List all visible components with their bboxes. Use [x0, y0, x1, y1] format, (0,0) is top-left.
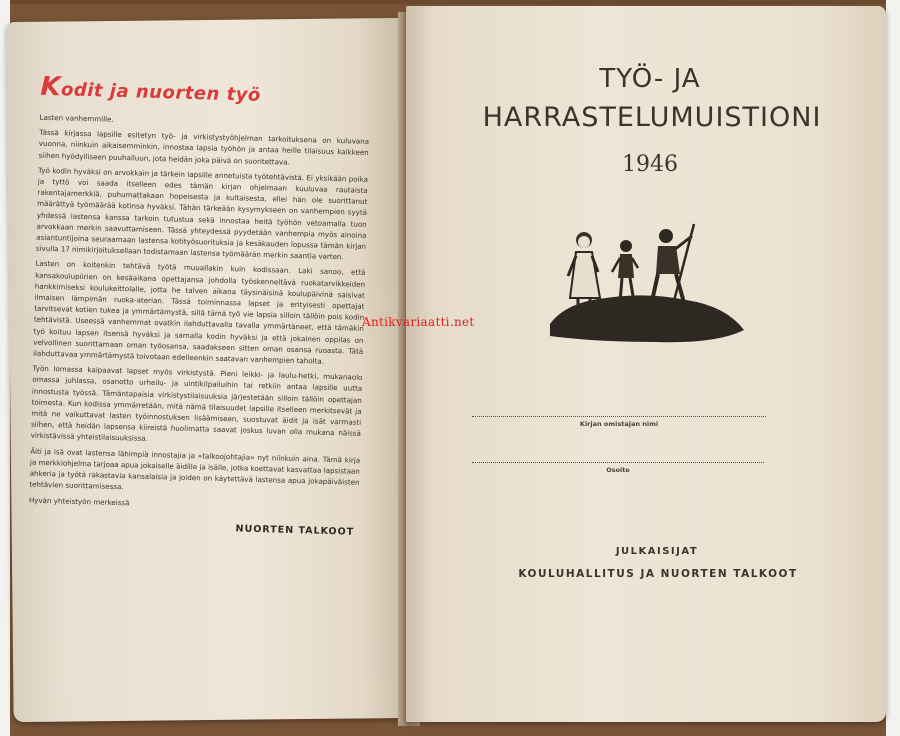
paragraph: Lasten vanhemmille.: [39, 112, 114, 124]
paragraph: Tässä kirjassa lapsille esitetyn työ- ja virkistystyöhjelman tarkoituksena on kuluvana vuonna, niinkuin aikaisemminkin, innostaa lapsia työhön ja antaa heille tilaisuus kaikkeen siihen hyödylliseen puuhailuun, jota heidän joka päivä on suoritettava.: [38, 127, 370, 167]
paragraph: Hyvän yhteistyön merkeissä: [28, 495, 130, 507]
left-page-title: [40, 72, 371, 111]
year: 1946: [622, 152, 678, 177]
address-field: [472, 462, 764, 474]
owner-name-label: Kirjan omistajan nimi: [579, 420, 659, 428]
owner-name-field: [472, 416, 766, 428]
left-page-text: [28, 72, 371, 538]
signature: NUORTEN TALKOOT: [235, 523, 355, 538]
address-label: Osoite: [606, 466, 630, 474]
right-page: [406, 6, 886, 722]
open-booklet: [10, 6, 886, 732]
watermark: Antikvariaatti.net: [362, 315, 475, 329]
paragraph: Työn lomassa kaipaavat lapset myös virkistystä. Pieni leikki- ja laulu-hetki, mukanaolo omassa juhlassa, osanotto urheilu- ja uintikilpailuihin tai retkiin antaa lapsille uutta innostusta työssä. Tämäntapaisia virkistystilaisuuksia järjestetään silloin tällöin opettajan toimesta. Kun kodissa ymmärretään, mitä nämä tilaisuudet lapsille itselleen merkitsevät ja mitä ne vaikuttavat lasten työinnostuksen lisäämiseen, suostuvat äidit ja isät varmasti siihen, että heidän lapsensa kiireistä huolimatta saavat joskus luvan olla mukana näissä virkistävissä yhteistilaisuuksissa.: [30, 363, 363, 444]
paragraph: Lasten on koitenkin tehtävä työtä muuallakin kuin kodissaan. Laki sanoo, että kansakoulupiirien on kesäaikana opettajansa johdolla työskenneltävä ruokatarvikkeiden hankkimiseksi koulukeittolalle, jotta he talven aikana täysinäisinä koulupäivinä saisivat ilmaisen lämpimän ruoka-aterian. Tässä toiminnassa lapset ja erityisesti opettajat tarvitsevat kotien tukea ja ymmärtämystä, sillä tämä työ vie lapsia silloin tällöin pois kodin tehtävistä. Useessä vanhemmat ovatkin ilahduttavalla tavalla ymmärtäneet, että tämäkin työ koituu lapsen itsensä hyväksi ja samalla kodin hyväksi ja että jokainen oppilas on velvollinen suorittamaan oman työosansa, saadakseen sitten oman osansa ruoasta. Tätä ilahduttavaa ymmärtämystä toivotaan edelleenkin saatavan vanhempien taholta.: [32, 259, 366, 366]
title-line-2: HARRASTELUMUISTIONI: [482, 102, 822, 133]
left-page: [6, 18, 409, 722]
title-initial: K: [40, 71, 62, 103]
address-line: [472, 462, 764, 463]
title-line-1: TYÖ- JA: [599, 64, 701, 94]
title-rest: odit ja nuorten työ: [60, 79, 262, 106]
image-border-right: [886, 0, 900, 736]
owner-name-line: [472, 416, 766, 417]
background-top: [0, 0, 900, 4]
children-gardening-illustration: [546, 206, 746, 346]
paragraph: Työ kodin hyväksi on arvokkain ja tärkein lapsille annetuista työtehtävistä. Ei yksikään poika ja tyttö voi saada itselleen edes tämän kirjan ohjelmaan kuuluvaa rautaista rakentajamerkkiä, puhumattakaan hopeisesta ja kultaisesta, ellei hän ole suorittanut määrättyä työmäärää kotinsa hyväksi. Tähän tärkeään kysymykseen on vanhempien syytä yhdessä lastensa kanssa tarkoin tutustua sekä innostaa heitä työhön vetoamalla tuon arvokkaan merkin saavuttamiseen. Tässä yhteydessä pyydetään vanhempia myös ainoina asiantuntijoina seuraamaan lastensa kotityösuorituksia ja kesäkauden lopussa tämän kirjan sivulla 17 nimikirjoituksellaan todistamaan lastensa työmäärän merkin saantia varten.: [35, 165, 369, 262]
paragraph: Äiti ja isä ovat lastensa lähimpiä innostajia ja »talkoojohtajia» nyt niinkuin aina. Tämä kirja ja merkkiohjelma tarjoaa apua jokaiselle äidille ja isälle, jotka koettavat kasvattaa lapsistaan ahkeria ja työtä rakastavia kansalaisia ja joiden on käytettävä lastensa apua jokapäiväisten tehtävien suorittamisessa.: [29, 446, 361, 492]
publisher-name: KOULUHALLITUS JA NUORTEN TALKOOT: [518, 568, 798, 580]
publisher-label: JULKAISIJAT: [615, 546, 699, 557]
